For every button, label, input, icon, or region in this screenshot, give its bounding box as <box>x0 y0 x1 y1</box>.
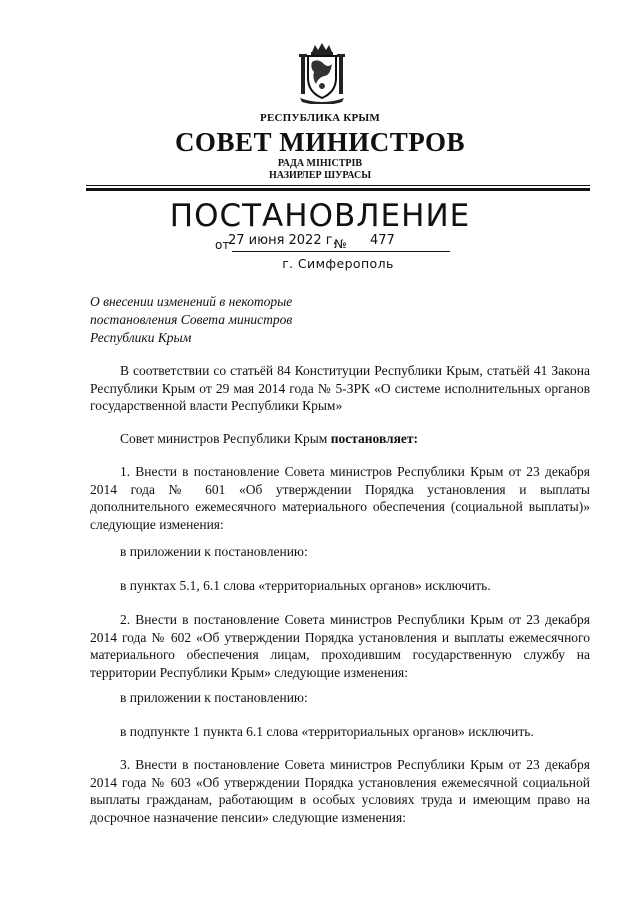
item-2-paragraph: 2. Внести в постановление Совета министров Республики Крым от 23 декабря 2014 года № 602 «Об утверждении Порядка установления и выплаты ежемесячного материального обеспечения лицам, проходившим государственную службу на территории Республики Крым» следующие изменения: <box>90 612 590 680</box>
header-divider-bottom <box>86 188 590 191</box>
item-1-paragraph: 1. Внести в постановление Совета министров Республики Крым от 23 декабря 2014 года № 601 «Об утверждении Порядка установления и выплаты дополнительного ежемесячного материального обеспечения (социальной выплаты)» следующие изменения: <box>90 464 590 532</box>
republic-name: РЕСПУБЛИКА КРЫМ <box>260 112 380 124</box>
resolves-keyword: постановляет: <box>330 431 419 446</box>
coat-of-arms-emblem <box>298 42 346 104</box>
resolves-paragraph <box>90 430 590 448</box>
city-name: г. Симферополь <box>282 256 394 271</box>
item-3-paragraph: 3. Внести в постановление Совета министров Республики Крым от 23 декабря 2014 года № 603 «Об утверждении Порядка установления ежемесячной социальной выплаты гражданам, работающим в особых условиях труда и имеющим право на досрочное назначение пенсии» следующие изменения: <box>90 757 590 825</box>
decree-subject <box>90 293 292 347</box>
item-2-sub-1: в приложении к постановлению: <box>120 690 308 705</box>
decree-date: 27 июня 2022 г. <box>228 233 337 248</box>
document-type-title: ПОСТАНОВЛЕНИЕ <box>169 198 471 234</box>
decree-date-number-row <box>210 233 450 253</box>
item-1-sub-2: в пунктах 5.1, 6.1 слова «территориальных органов» исключить. <box>120 578 491 593</box>
subject-line-3: Республики Крым <box>90 330 192 345</box>
subject-line-2: постановления Совета министров <box>90 312 293 327</box>
intro-paragraph: В соответствии со статьёй 84 Конституции Республики Крым, статьёй 41 Закона Республики Крым от 29 мая 2014 года № 5-ЗРК «О системе исполнительных органов государственной власти Республики Крым» <box>90 363 590 413</box>
header-divider-top <box>86 185 590 186</box>
resolves-prefix: Совет министров Республики Крым <box>120 431 331 446</box>
council-name-ukrainian: РАДА МІНІСТРІВ <box>277 158 363 169</box>
council-name-crimean-tatar: НАЗИРЛЕР ШУРАСЫ <box>268 170 372 181</box>
item-2-sub-2: в подпункте 1 пункта 6.1 слова «территориальных органов» исключить. <box>120 724 534 739</box>
number-sign: № <box>334 237 347 251</box>
item-1-sub-1: в приложении к постановлению: <box>120 544 308 559</box>
council-name: СОВЕТ МИНИСТРОВ <box>174 127 466 157</box>
date-underline <box>232 251 450 252</box>
date-prefix: от <box>215 238 230 252</box>
decree-number: 477 <box>370 233 395 248</box>
subject-line-1: О внесении изменений в некоторые <box>90 294 293 309</box>
